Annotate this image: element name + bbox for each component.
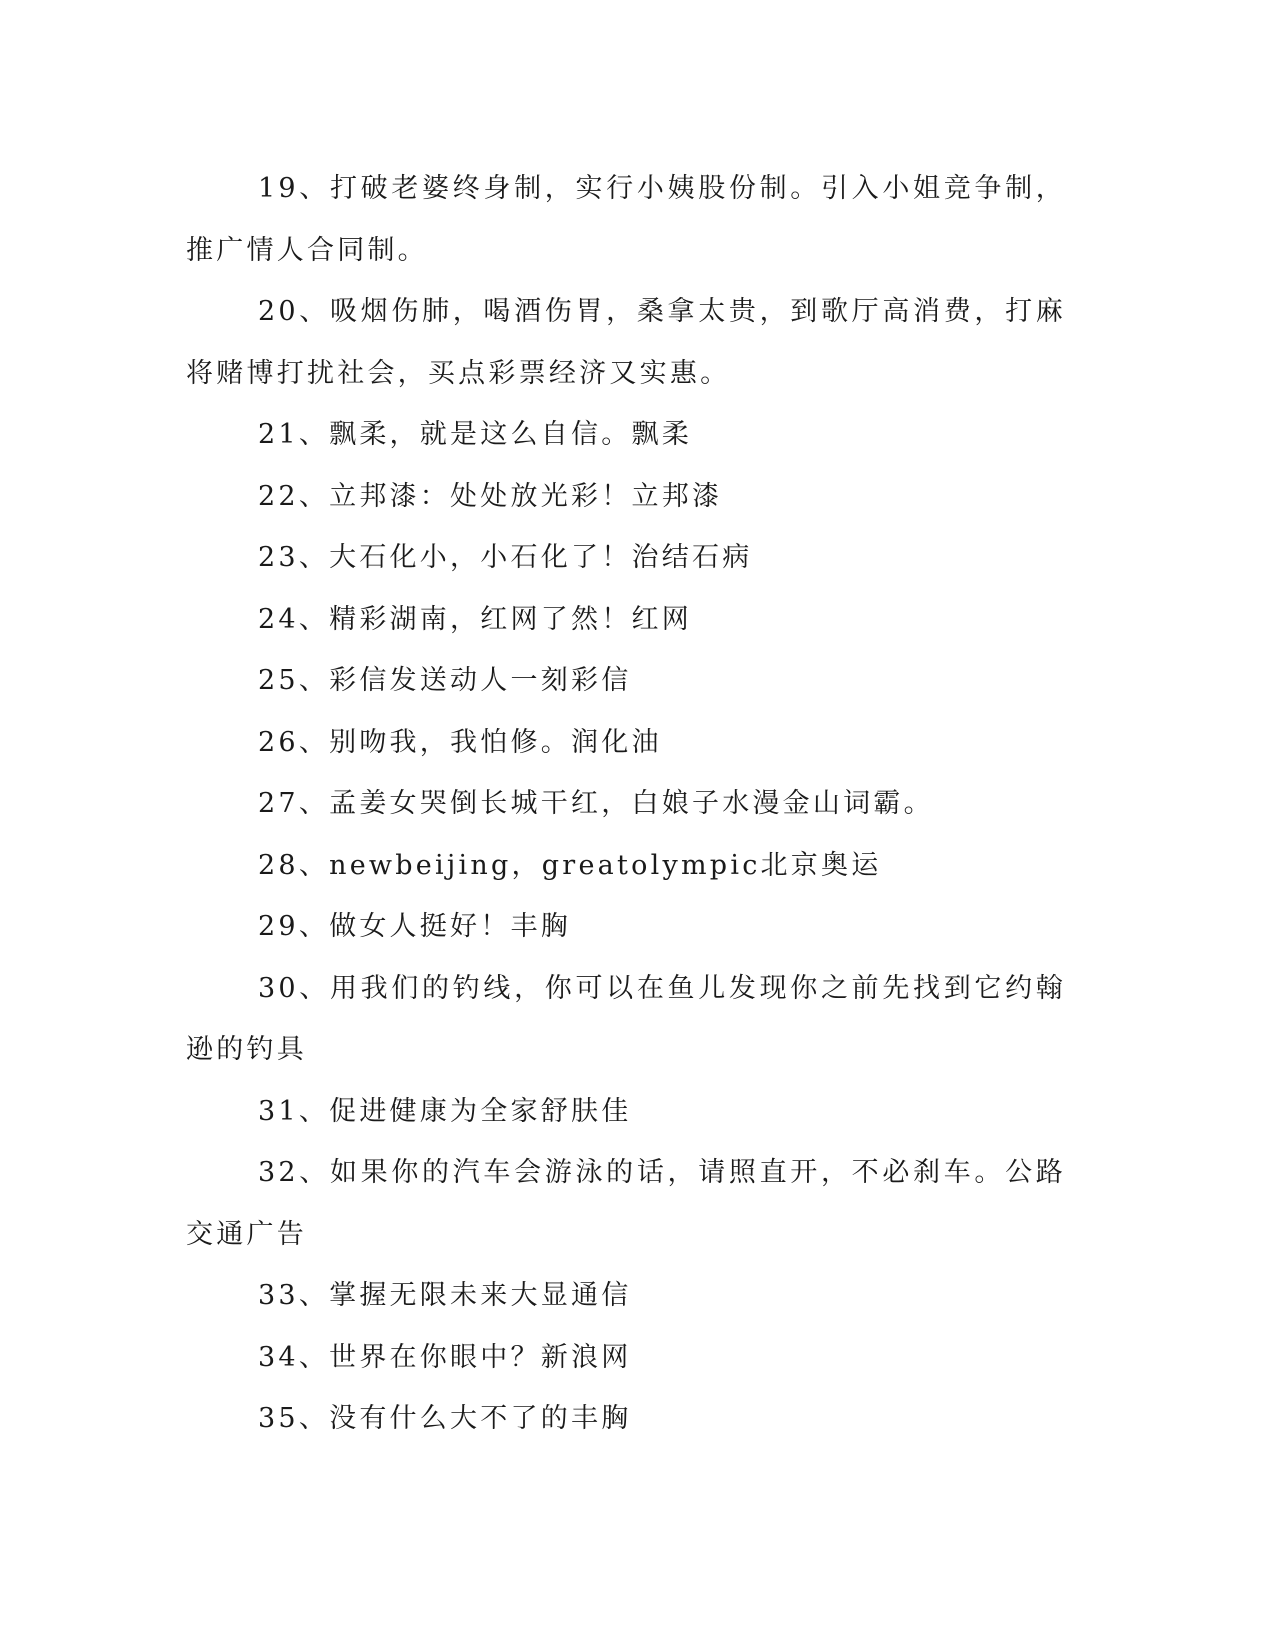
- document-body: [186, 158, 1066, 1450]
- paragraph-20: 20、吸烟伤肺，喝酒伤胃，桑拿太贵，到歌厅高消费，打麻将赌博打扰社会，买点彩票经济又实惠。: [186, 296, 1066, 389]
- paragraph-28: 28、newbeijing，greatolympic北京奥运: [258, 849, 882, 881]
- paragraph-35: 35、没有什么大不了的丰胸: [258, 1403, 632, 1434]
- paragraph-22: 22、立邦漆：处处放光彩！立邦漆: [258, 480, 723, 512]
- paragraph-34: 34、世界在你眼中？新浪网: [258, 1341, 632, 1373]
- paragraph-30: 30、用我们的钓线，你可以在鱼儿发现你之前先找到它约翰逊的钓具: [186, 972, 1066, 1065]
- paragraph-27: 27、孟姜女哭倒长城干红，白娘子水漫金山词霸。: [258, 788, 934, 819]
- paragraph-24: 24、精彩湖南，红网了然！红网: [258, 603, 692, 635]
- paragraph-29: 29、做女人挺好！丰胸: [258, 911, 571, 942]
- paragraph-19: 19、打破老婆终身制，实行小姨股份制。引入小姐竞争制，推广情人合同制。: [186, 173, 1066, 266]
- paragraph-31: 31、促进健康为全家舒肤佳: [258, 1095, 632, 1127]
- paragraph-26: 26、别吻我，我怕修。润化油: [258, 726, 662, 758]
- paragraph-23: 23、大石化小，小石化了！治结石病: [258, 542, 753, 573]
- paragraph-32: 32、如果你的汽车会游泳的话，请照直开，不必刹车。公路交通广告: [186, 1157, 1066, 1250]
- paragraph-21: 21、飘柔，就是这么自信。飘柔: [258, 419, 692, 450]
- paragraph-33: 33、掌握无限未来大显通信: [258, 1280, 632, 1311]
- paragraph-25: 25、彩信发送动人一刻彩信: [258, 665, 632, 696]
